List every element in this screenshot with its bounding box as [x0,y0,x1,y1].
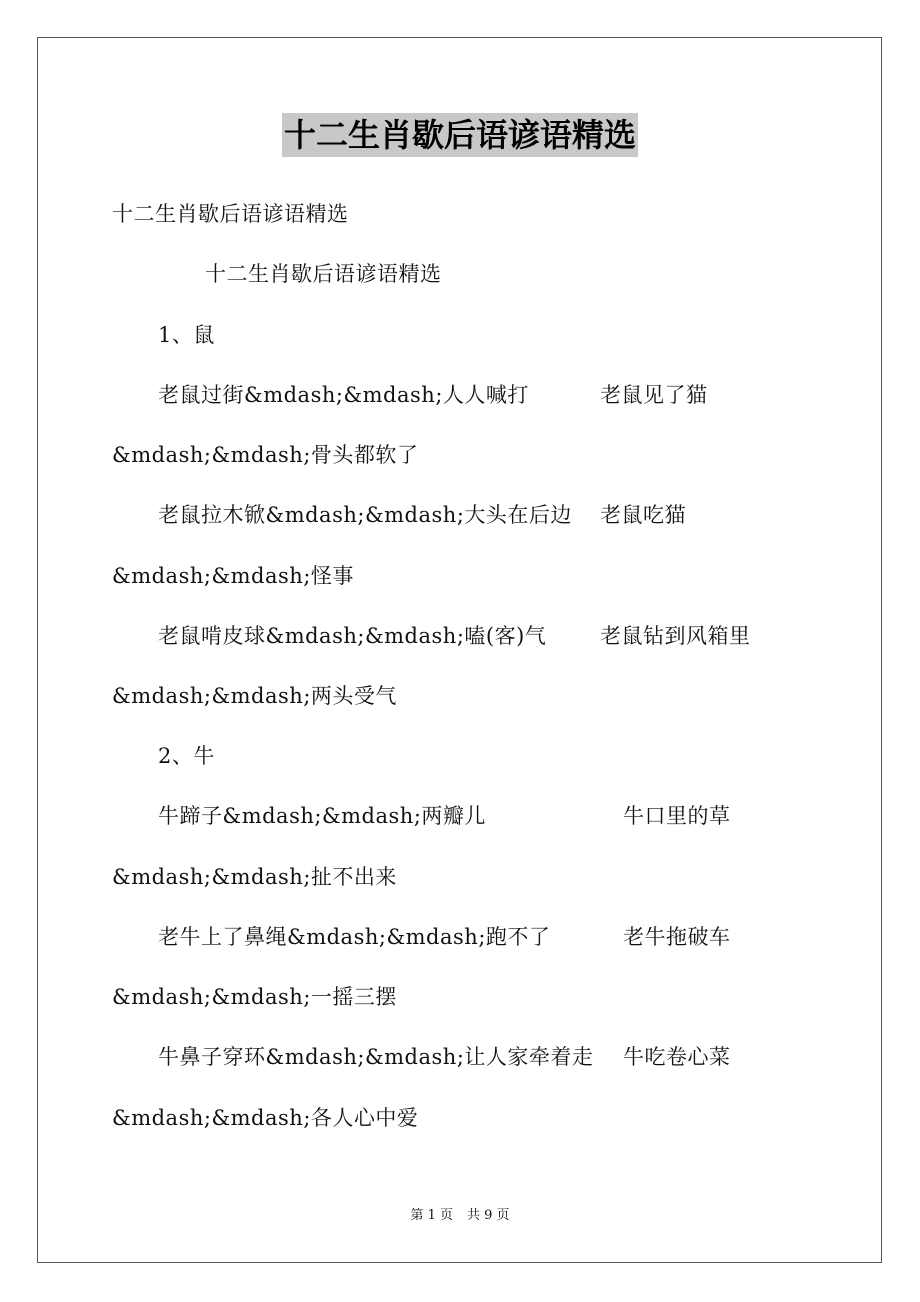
title-wrap [0,113,920,157]
proverb-right: 老鼠见了猫 [600,383,708,407]
proverb-right: 牛口里的草 [623,804,731,828]
proverb-left: 老鼠拉木锨&mdash;&mdash;大头在后边 [158,503,572,527]
proverb-right: 老牛拖破车 [623,925,731,949]
page-footer [0,1207,920,1225]
proverb-left: 牛蹄子&mdash;&mdash;两瓣儿 [158,804,486,828]
section-heading-ox: 2、牛 [158,744,215,768]
section-heading-rat: 1、鼠 [158,323,215,347]
proverb-left: 老鼠啃皮球&mdash;&mdash;嗑(客)气 [158,624,547,648]
document-title: 十二生肖歇后语谚语精选 [282,113,638,157]
intro-line: 十二生肖歇后语谚语精选 [112,202,349,226]
proverb-continuation: &mdash;&mdash;两头受气 [112,684,397,708]
proverb-left: 老牛上了鼻绳&mdash;&mdash;跑不了 [158,925,551,949]
proverb-left: 老鼠过街&mdash;&mdash;人人喊打 [158,383,529,407]
proverb-right: 老鼠钻到风箱里 [600,624,751,648]
page-total: 共 9 页 [467,1208,510,1223]
subtitle-line: 十二生肖歇后语谚语精选 [205,262,442,286]
proverb-left: 牛鼻子穿环&mdash;&mdash;让人家牵着走 [158,1045,594,1069]
proverb-continuation: &mdash;&mdash;骨头都软了 [112,443,419,467]
proverb-right: 老鼠吃猫 [600,503,686,527]
proverb-right: 牛吃卷心菜 [623,1045,731,1069]
page-number: 第 1 页 [410,1208,453,1223]
proverb-continuation: &mdash;&mdash;一摇三摆 [112,985,397,1009]
proverb-continuation: &mdash;&mdash;各人心中爱 [112,1106,419,1130]
proverb-continuation: &mdash;&mdash;怪事 [112,564,354,588]
proverb-continuation: &mdash;&mdash;扯不出来 [112,865,397,889]
